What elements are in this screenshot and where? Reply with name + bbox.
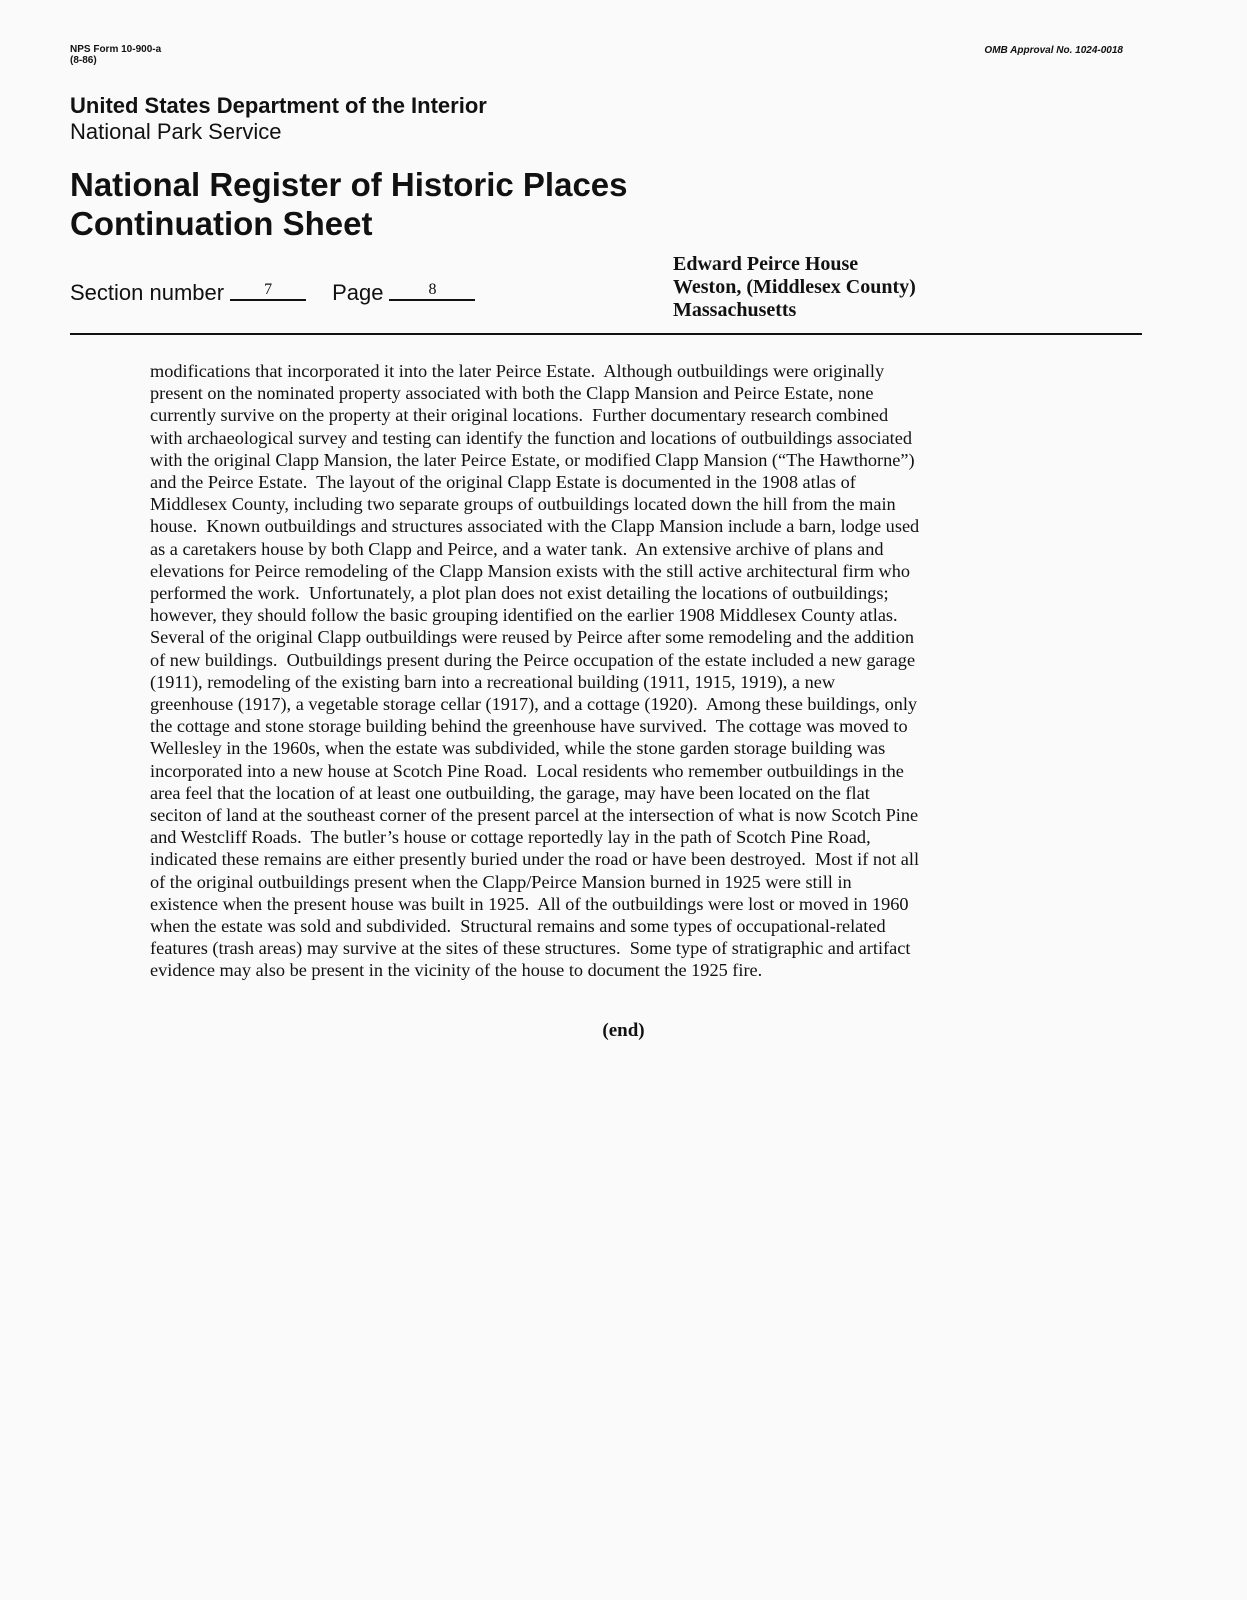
body-line: currently survive on the property at their original locations. Further documentary research combined — [150, 405, 889, 426]
omb-approval: OMB Approval No. 1024-0018 — [984, 45, 1123, 56]
body-line: features (trash areas) may survive at the sites of these structures. Some type of stratigraphic and artifact — [150, 938, 911, 959]
body-line: greenhouse (1917), a vegetable storage cellar (1917), and a cottage (1920). Among these buildings, only — [150, 694, 918, 715]
form-number-line2: (8-86) — [70, 55, 97, 66]
body-text — [150, 360, 1090, 982]
body-line: Wellesley in the 1960s, when the estate was subdivided, while the stone garden storage building was — [150, 738, 886, 759]
body-line: of the original outbuildings present when the Clapp/Peirce Mansion burned in 1925 were still in — [150, 871, 852, 892]
body-line: modifications that incorporated it into the later Peirce Estate. Although outbuildings were originally — [150, 361, 885, 381]
body-line: as a caretakers house by both Clapp and Peirce, and a water tank. An extensive archive of plans and — [150, 538, 884, 559]
body-line: present on the nominated property associated with both the Clapp Mansion and Peirce Estate, none — [150, 383, 874, 404]
section-number-value: 7 — [230, 281, 306, 301]
body-line: with archaeological survey and testing can identify the function and locations of outbuildings associated — [150, 427, 913, 448]
body-line: of new buildings. Outbuildings present during the Peirce occupation of the estate included a new garage — [150, 649, 916, 670]
page-number-value: 8 — [389, 281, 475, 301]
body-line: incorporated into a new house at Scotch Pine Road. Local residents who remember outbuildings in the — [150, 760, 904, 781]
body-line: performed the work. Unfortunately, a plot plan does not exist detailing the locations of outbuildings; — [150, 583, 889, 604]
section-page-row — [70, 280, 475, 306]
section-number-label: Section number — [70, 280, 225, 305]
body-line: house. Known outbuildings and structures associated with the Clapp Mansion include a barn, lodge used — [150, 516, 920, 537]
body-line: and the Peirce Estate. The layout of the original Clapp Estate is documented in the 1908 atlas of — [150, 472, 856, 493]
end-marker: (end) — [602, 1020, 645, 1041]
form-number-line1: NPS Form 10-900-a — [70, 44, 162, 55]
department-block — [70, 93, 487, 145]
body-line: area feel that the location of at least one outbuilding, the garage, may have been located on the flat — [150, 782, 870, 803]
body-line: the cottage and stone storage building behind the greenhouse have survived. The cottage was moved to — [150, 716, 908, 737]
body-line: with the original Clapp Mansion, the later Peirce Estate, or modified Clapp Mansion (“The Hawthorne”) — [150, 449, 915, 470]
body-line: existence when the present house was built in 1925. All of the outbuildings were lost or moved in 1960 — [150, 893, 909, 914]
form-number — [70, 44, 161, 66]
body-line: indicated these remains are either presently buried under the road or have been destroyed. Most if not all — [150, 849, 920, 870]
body-line: and Westcliff Roads. The butler’s house or cottage reportedly lay in the path of Scotch Pine Road, — [150, 827, 871, 848]
property-name: Edward Peirce House — [673, 253, 859, 275]
property-info — [673, 253, 916, 322]
header-divider — [70, 333, 1142, 335]
body-line: Several of the original Clapp outbuildings were reused by Peirce after some remodeling and the addition — [150, 627, 915, 648]
page-title — [70, 165, 628, 243]
body-line: (1911), remodeling of the existing barn into a recreational building (1911, 1915, 1919), a new — [150, 671, 836, 692]
body-line: Middlesex County, including two separate groups of outbuildings located down the hill from the main — [150, 494, 896, 515]
title-line2: Continuation Sheet — [70, 205, 373, 242]
page-label: Page — [332, 280, 384, 305]
title-line1: National Register of Historic Places — [70, 166, 628, 203]
body-line: elevations for Peirce remodeling of the Clapp Mansion exists with the still active architectural firm who — [150, 560, 910, 581]
body-line: however, they should follow the basic grouping identified on the earlier 1908 Middlesex County atlas. — [150, 605, 898, 626]
property-state: Massachusetts — [673, 299, 797, 321]
body-line: evidence may also be present in the vicinity of the house to document the 1925 fire. — [150, 960, 763, 981]
body-line: when the estate was sold and subdivided. Structural remains and some types of occupational-related — [150, 916, 886, 937]
department-name: United States Department of the Interior — [70, 93, 487, 118]
body-line: seciton of land at the southeast corner of the present parcel at the intersection of what is now Scotch Pine — [150, 805, 919, 826]
agency-name: National Park Service — [70, 119, 282, 144]
property-location: Weston, (Middlesex County) — [673, 276, 916, 298]
